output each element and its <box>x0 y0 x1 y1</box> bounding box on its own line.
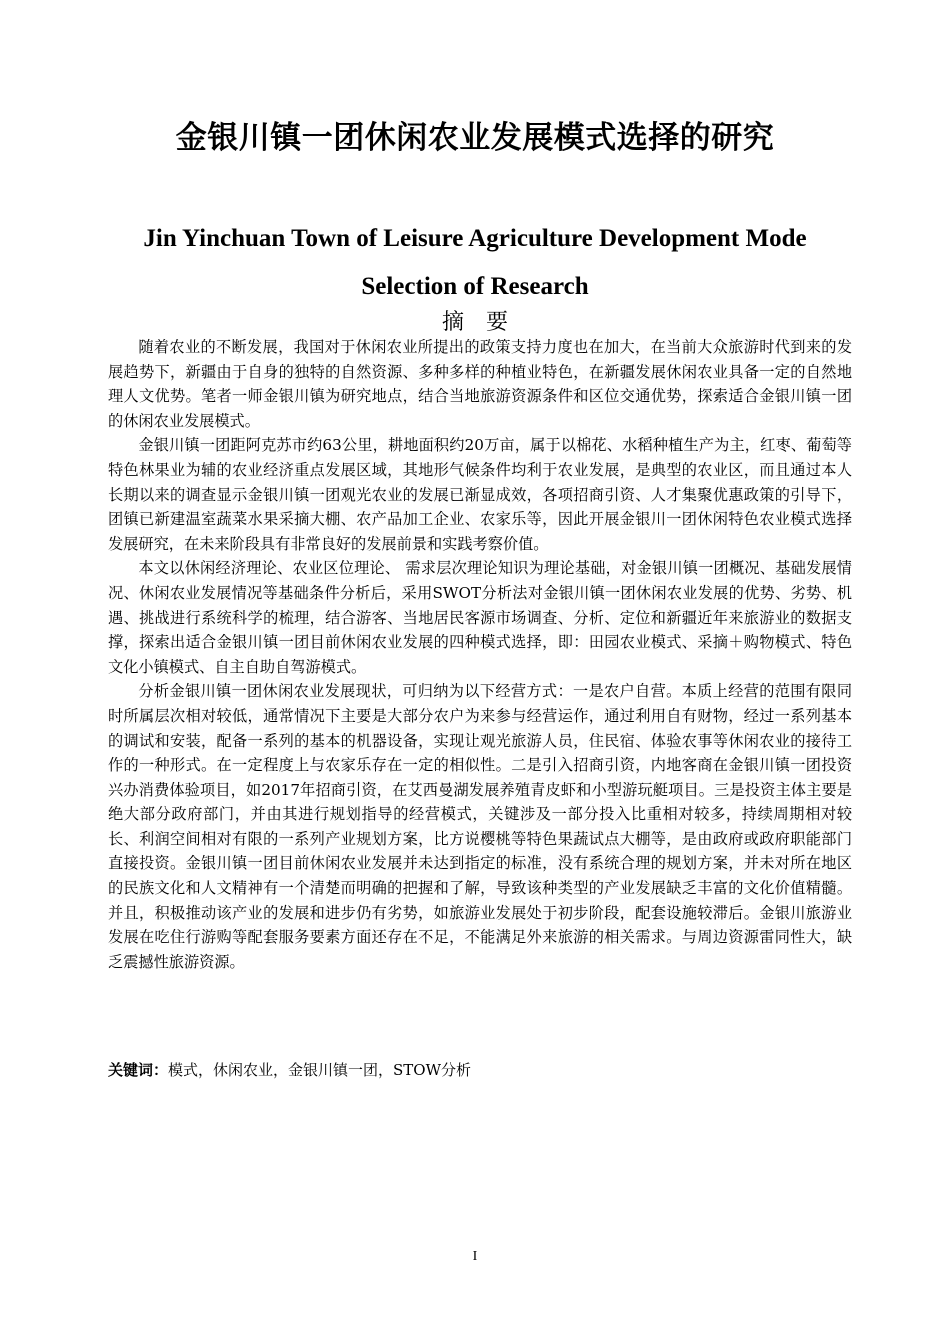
english-title-line-2: Selection of Research <box>361 273 589 300</box>
keywords-line <box>108 1058 471 1082</box>
abstract-paragraph-1: 随着农业的不断发展，我国对于休闲农业所提出的政策支持力度也在加大，在当前大众旅游时代到来的发展趋势下，新疆由于自身的独特的自然资源、多种多样的种植业特色，在新疆发展休闲农业具备一定的自然地理人文优势。笔者一师金银川镇为研究地点，结合当地旅游资源条件和区位交通优势，探索适合金银川镇一团的休闲农业发展模式。 <box>108 338 852 430</box>
chinese-title: 金银川镇一团休闲农业发展模式选择的研究 <box>175 120 775 156</box>
page-number: I <box>472 1249 478 1264</box>
abstract-paragraph-2: 金银川镇一团距阿克苏市约63公里，耕地面积约20万亩，属于以棉花、水稻种植生产为主，红枣、葡萄等特色林果业为辅的农业经济重点发展区域，其地形气候条件均利于农业发展，是典型的农业区，而且通过本人长期以来的调查显示金银川镇一团观光农业的发展已渐显成效，各项招商引资、人才集聚优惠政策的引导下，团镇已新建温室蔬菜水果采摘大棚、农产品加工企业、农家乐等，因此开展金银川一团休闲特色农业模式选择发展研究，在未来阶段具有非常良好的发展前景和实践考察价值。 <box>108 436 852 553</box>
keywords-text: 模式，休闲农业，金银川镇一团，STOW分析 <box>168 1061 472 1079</box>
english-title <box>60 215 890 311</box>
english-title-line-1: Jin Yinchuan Town of Leisure Agriculture Development Mode <box>143 225 807 252</box>
abstract-body <box>108 335 852 974</box>
abstract-heading: 摘要 <box>441 310 530 335</box>
keywords-label: 关键词： <box>108 1061 169 1079</box>
abstract-paragraph-4: 分析金银川镇一团休闲农业发展现状，可归纳为以下经营方式：一是农户自营。本质上经营的范围有限同时所属层次相对较低，通常情况下主要是大部分农户为来参与经营运作，通过利用自有财物，经过一系列基本的调试和安装，配备一系列的基本的机器设备，实现让观光旅游人员，住民宿、体验农事等休闲农业的接待工作的一种形式。在一定程度上与农家乐存在一定的相似性。二是引入招商引资，内地客商在金银川镇一团投资兴办消费体验项目，如2017年招商引资，在艾西曼湖发展养殖青皮虾和小型游玩艇项目。三是投资主体主要是绝大部分政府部门，并由其进行规划指导的经营模式，关键涉及一部分投入比重相对较多，持续周期相对较长、利润空间相对有限的一系列产业规划方案，比方说樱桃等特色果蔬试点大棚等，是由政府或政府职能部门直接投资。金银川镇一团目前休闲农业发展并未达到指定的标准，没有系统合理的规划方案，并未对所在地区的民族文化和人文精神有一个清楚而明确的把握和了解，导致该种类型的产业发展缺乏丰富的文化价值精髓。并且，积极推动该产业的发展和进步仍有劣势，如旅游业发展处于初步阶段，配套设施较滞后。金银川旅游业发展在吃住行游购等配套服务要素方面还存在不足，不能满足外来旅游的相关需求。与周边资源雷同性大，缺乏震撼性旅游资源。 <box>108 682 852 971</box>
abstract-paragraph-3: 本文以休闲经济理论、农业区位理论、 需求层次理论知识为理论基础，对金银川镇一团概况、基础发展情况、休闲农业发展情况等基础条件分析后，采用SWOT分析法对金银川镇一团休闲农业发展的优势、劣势、机遇、挑战进行系统科学的梳理，结合游客、当地居民客源市场调查、分析、定位和新疆近年来旅游业的数据支撑，探索出适合金银川镇一团目前休闲农业发展的四种模式选择，即：田园农业模式、采摘＋购物模式、特色文化小镇模式、自主自助自驾游模式。 <box>108 559 852 676</box>
